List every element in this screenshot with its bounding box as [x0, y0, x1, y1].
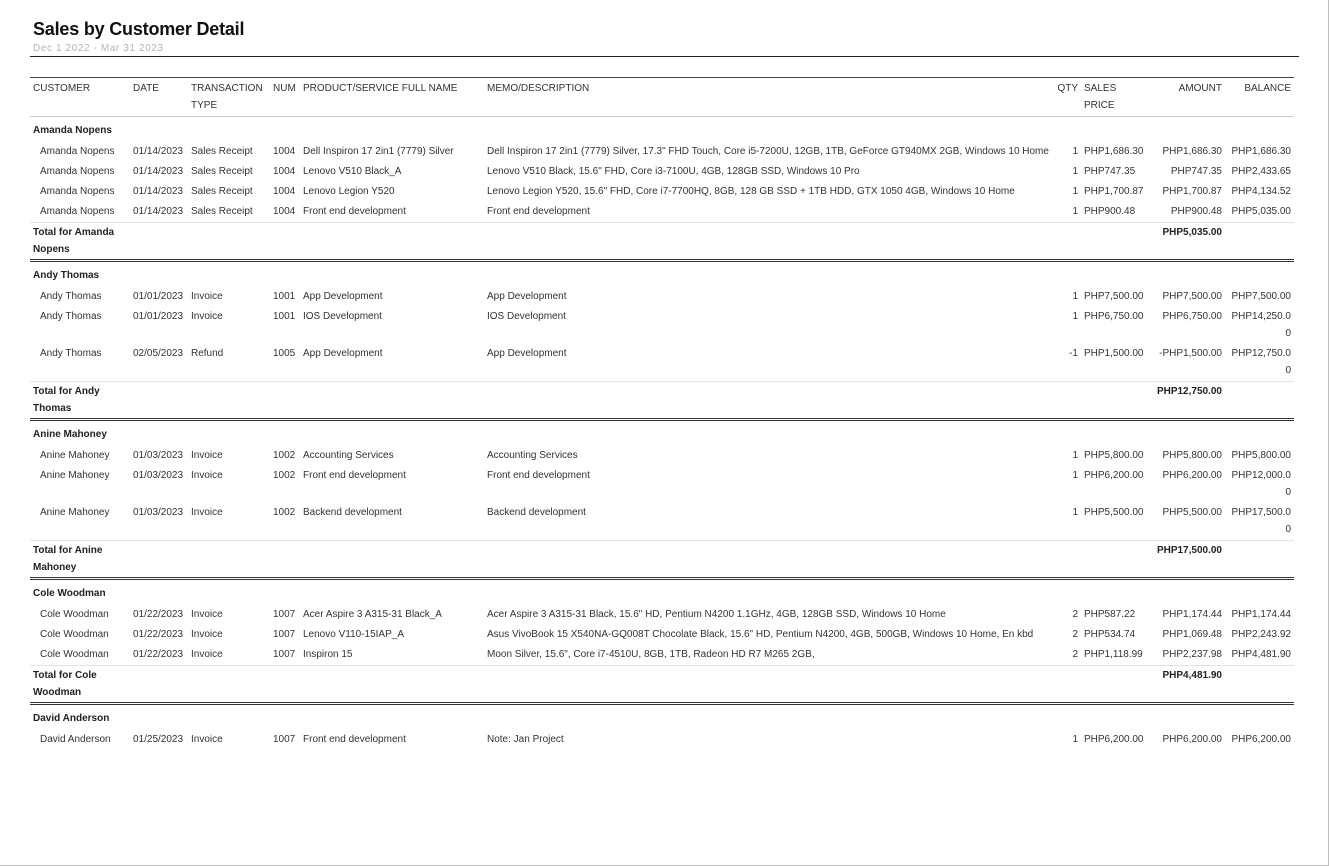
cell-amount: PHP1,069.48	[1162, 629, 1222, 640]
table-row[interactable]	[30, 503, 1294, 541]
cell-price: PHP1,500.00	[1084, 348, 1144, 359]
cell-num: 1001	[273, 291, 296, 302]
cell-product: IOS Development	[303, 311, 382, 322]
cell-amount: PHP2,237.98	[1162, 649, 1222, 660]
cell-balance: PHP7,500.00	[1231, 291, 1291, 302]
cell-customer: Anine Mahoney	[40, 507, 110, 518]
cell-customer: Andy Thomas	[40, 311, 102, 322]
cell-amount: PHP6,750.00	[1162, 311, 1222, 322]
cell-num: 1007	[273, 609, 296, 620]
cell-qty: 2	[1072, 629, 1078, 640]
cell-amount: PHP5,500.00	[1162, 507, 1222, 518]
cell-customer: Andy Thomas	[40, 348, 102, 359]
cell-product: Front end development	[303, 734, 406, 745]
cell-memo: Acer Aspire 3 A315-31 Black, 15.6" HD, Pentium N4200 1.1GHz, 4GB, 128GB SSD, Windows 10 Home	[487, 609, 946, 620]
cell-price: PHP6,200.00	[1084, 734, 1144, 745]
cell-balance: PHP6,200.00	[1231, 734, 1291, 745]
cell-product: App Development	[303, 291, 383, 302]
cell-balance: PHP2,243.92	[1231, 629, 1291, 640]
cell-price: PHP1,686.30	[1084, 146, 1144, 157]
cell-date: 01/22/2023	[133, 629, 184, 640]
cell-type: Sales Receipt	[191, 206, 253, 217]
cell-balance: PHP1,686.30	[1231, 146, 1291, 157]
report-body	[30, 117, 1294, 751]
cell-product: Accounting Services	[303, 450, 394, 461]
customer-total-label: Total for Andy Thomas	[30, 382, 130, 420]
cell-qty: 1	[1072, 186, 1078, 197]
cell-memo: IOS Development	[487, 311, 566, 322]
cell-date: 01/01/2023	[133, 291, 184, 302]
cell-customer: David Anderson	[40, 734, 111, 745]
cell-customer: Cole Woodman	[40, 609, 109, 620]
cell-qty: 1	[1072, 507, 1078, 518]
column-header-amount[interactable]: AMOUNT	[1178, 83, 1222, 94]
cell-amount: PHP900.48	[1170, 206, 1222, 217]
cell-customer: Amanda Nopens	[40, 166, 115, 177]
cell-price: PHP1,118.99	[1084, 649, 1143, 660]
cell-type: Sales Receipt	[191, 166, 253, 177]
table-row[interactable]	[30, 287, 1294, 307]
cell-qty: 1	[1072, 291, 1078, 302]
cell-date: 01/25/2023	[133, 734, 184, 745]
sales-detail-table	[30, 77, 1294, 750]
cell-qty: 1	[1072, 146, 1078, 157]
customer-group-name[interactable]: Anine Mahoney	[33, 429, 107, 440]
customer-group-header	[30, 420, 1294, 447]
cell-price: PHP6,750.00	[1084, 311, 1144, 322]
cell-date: 01/03/2023	[133, 507, 184, 518]
table-row[interactable]	[30, 202, 1294, 223]
cell-memo: Lenovo Legion Y520, 15.6" FHD, Core i7-7700HQ, 8GB, 128 GB SSD + 1TB HDD, GTX 1050 4GB, Windows 10 Home	[487, 186, 1015, 197]
cell-memo: Lenovo V510 Black, 15.6" FHD, Core i3-7100U, 4GB, 128GB SSD, Windows 10 Pro	[487, 166, 860, 177]
cell-memo: Front end development	[487, 206, 590, 217]
cell-memo: Accounting Services	[487, 450, 578, 461]
cell-price: PHP7,500.00	[1084, 291, 1144, 302]
cell-product: Lenovo Legion Y520	[303, 186, 395, 197]
column-header-num[interactable]: NUM	[273, 83, 296, 94]
cell-qty: 1	[1072, 206, 1078, 217]
cell-num: 1002	[273, 470, 296, 481]
customer-group-name[interactable]: Cole Woodman	[33, 588, 106, 599]
cell-product: App Development	[303, 348, 383, 359]
customer-group-header	[30, 579, 1294, 606]
cell-memo: Front end development	[487, 470, 590, 481]
cell-product: Lenovo V510 Black_A	[303, 166, 402, 177]
table-row[interactable]	[30, 730, 1294, 750]
cell-amount: PHP5,800.00	[1162, 450, 1222, 461]
cell-num: 1002	[273, 450, 296, 461]
cell-date: 01/03/2023	[133, 470, 184, 481]
total-balance-blank	[1225, 666, 1294, 704]
cell-num: 1004	[273, 206, 296, 217]
cell-date: 01/14/2023	[133, 146, 184, 157]
cell-num: 1001	[273, 311, 296, 322]
customer-group-header	[30, 117, 1294, 143]
cell-price: PHP6,200.00	[1084, 470, 1144, 481]
customer-group-header	[30, 261, 1294, 288]
cell-type: Sales Receipt	[191, 146, 253, 157]
cell-num: 1004	[273, 166, 296, 177]
column-header-product[interactable]: PRODUCT/SERVICE FULL NAME	[303, 83, 458, 94]
cell-customer: Amanda Nopens	[40, 206, 115, 217]
total-balance-blank	[1225, 223, 1294, 261]
customer-total-label: Total for Cole Woodman	[30, 666, 130, 704]
column-header-qty[interactable]: QTY	[1057, 83, 1078, 94]
cell-customer: Amanda Nopens	[40, 146, 115, 157]
total-spacer	[130, 382, 1151, 420]
cell-balance: PHP5,800.00	[1231, 450, 1291, 461]
cell-balance: PHP5,035.00	[1231, 206, 1291, 217]
report-date-range: Dec 1 2022 - Mar 31 2023	[33, 43, 164, 54]
column-header-memo[interactable]: MEMO/DESCRIPTION	[487, 83, 590, 94]
cell-amount: -PHP1,500.00	[1159, 348, 1222, 359]
customer-group-header	[30, 704, 1294, 731]
cell-product: Dell Inspiron 17 2in1 (7779) Silver	[303, 146, 454, 157]
cell-qty: 2	[1072, 649, 1078, 660]
report-title: Sales by Customer Detail	[33, 19, 245, 39]
table-row[interactable]	[30, 162, 1294, 182]
total-spacer	[130, 541, 1151, 579]
table-row[interactable]	[30, 344, 1294, 382]
cell-memo: App Development	[487, 291, 567, 302]
cell-qty: 1	[1072, 311, 1078, 322]
cell-price: PHP747.35	[1084, 166, 1136, 177]
cell-num: 1005	[273, 348, 296, 359]
cell-qty: -1	[1069, 348, 1078, 359]
customer-group-name[interactable]: Amanda Nopens	[33, 125, 112, 136]
cell-balance: PHP4,134.52	[1231, 186, 1291, 197]
table-row[interactable]	[30, 142, 1294, 162]
cell-price: PHP1,700.87	[1084, 186, 1144, 197]
cell-amount: PHP1,700.87	[1162, 186, 1222, 197]
cell-qty: 1	[1072, 450, 1078, 461]
column-header-type[interactable]: TRANSACTION TYPE	[191, 83, 263, 111]
cell-qty: 2	[1072, 609, 1078, 620]
cell-type: Invoice	[191, 507, 223, 518]
cell-date: 01/01/2023	[133, 311, 184, 322]
total-spacer	[130, 223, 1151, 261]
cell-product: Backend development	[303, 507, 402, 518]
total-balance-blank	[1225, 541, 1294, 579]
cell-product: Front end development	[303, 206, 406, 217]
cell-date: 01/14/2023	[133, 186, 184, 197]
column-header-balance[interactable]: BALANCE	[1244, 83, 1291, 94]
cell-price: PHP5,500.00	[1084, 507, 1144, 518]
customer-total-row	[30, 382, 1294, 420]
header-divider	[30, 56, 1299, 57]
customer-total-row	[30, 666, 1294, 704]
column-header-row	[30, 78, 1294, 117]
cell-type: Invoice	[191, 470, 223, 481]
cell-num: 1007	[273, 629, 296, 640]
cell-balance: PHP17,500.00	[1231, 507, 1291, 535]
table-row[interactable]	[30, 307, 1294, 344]
cell-price: PHP5,800.00	[1084, 450, 1144, 461]
customer-group-name[interactable]: David Anderson	[33, 713, 110, 724]
customer-total-amount: PHP12,750.00	[1151, 382, 1225, 420]
cell-type: Refund	[191, 348, 224, 359]
customer-total-label: Total for Anine Mahoney	[30, 541, 130, 579]
cell-balance: PHP4,481.90	[1231, 649, 1291, 660]
cell-memo: App Development	[487, 348, 567, 359]
column-header-price[interactable]: SALES PRICE	[1084, 83, 1117, 111]
cell-num: 1007	[273, 734, 296, 745]
table-row[interactable]	[30, 645, 1294, 666]
cell-num: 1004	[273, 146, 296, 157]
cell-type: Invoice	[191, 609, 223, 620]
cell-customer: Andy Thomas	[40, 291, 102, 302]
customer-total-row	[30, 541, 1294, 579]
column-header-date[interactable]: DATE	[133, 83, 159, 94]
cell-qty: 1	[1072, 734, 1078, 745]
total-balance-blank	[1225, 382, 1294, 420]
cell-product: Inspiron 15	[303, 649, 353, 660]
cell-customer: Anine Mahoney	[40, 470, 110, 481]
cell-balance: PHP12,750.00	[1231, 348, 1291, 376]
cell-date: 01/14/2023	[133, 166, 184, 177]
cell-memo: Asus VivoBook 15 X540NA-GQ008T Chocolate Black, 15.6" HD, Pentium N4200, 4GB, 500GB, Windows 10 Home, En kbd	[487, 629, 1034, 640]
cell-type: Invoice	[191, 629, 223, 640]
cell-amount: PHP7,500.00	[1162, 291, 1222, 302]
cell-customer: Anine Mahoney	[40, 450, 110, 461]
cell-balance: PHP12,000.00	[1231, 470, 1291, 498]
cell-amount: PHP1,174.44	[1162, 609, 1222, 620]
cell-price: PHP534.74	[1084, 629, 1136, 640]
customer-total-row	[30, 223, 1294, 261]
cell-balance: PHP14,250.00	[1231, 311, 1291, 339]
table-row[interactable]	[30, 446, 1294, 466]
customer-total-amount: PHP17,500.00	[1151, 541, 1225, 579]
table-row[interactable]	[30, 466, 1294, 503]
cell-date: 01/22/2023	[133, 609, 184, 620]
cell-memo: Moon Silver, 15.6", Core i7-4510U, 8GB, 1TB, Radeon HD R7 M265 2GB,	[487, 649, 815, 660]
report-table-container	[30, 77, 1294, 750]
total-spacer	[130, 666, 1151, 704]
cell-amount: PHP6,200.00	[1162, 734, 1222, 745]
customer-total-amount: PHP4,481.90	[1151, 666, 1225, 704]
cell-product: Front end development	[303, 470, 406, 481]
cell-product: Acer Aspire 3 A315-31 Black_A	[303, 609, 442, 620]
cell-type: Sales Receipt	[191, 186, 253, 197]
cell-date: 01/14/2023	[133, 206, 184, 217]
customer-total-label: Total for Amanda Nopens	[30, 223, 130, 261]
customer-group-name[interactable]: Andy Thomas	[33, 270, 100, 281]
cell-amount: PHP6,200.00	[1162, 470, 1222, 481]
cell-type: Invoice	[191, 450, 223, 461]
customer-total-amount: PHP5,035.00	[1151, 223, 1225, 261]
cell-memo: Dell Inspiron 17 2in1 (7779) Silver, 17.3" FHD Touch, Core i5-7200U, 12GB, 1TB, GeForce GT940MX 2GB, Windows 10 Home	[487, 146, 1049, 157]
column-header-customer[interactable]: CUSTOMER	[33, 83, 91, 94]
cell-memo: Note: Jan Project	[487, 734, 564, 745]
cell-qty: 1	[1072, 470, 1078, 481]
table-row[interactable]	[30, 605, 1294, 625]
cell-date: 02/05/2023	[133, 348, 184, 359]
cell-date: 01/22/2023	[133, 649, 184, 660]
cell-num: 1002	[273, 507, 296, 518]
table-row[interactable]	[30, 182, 1294, 202]
table-row[interactable]	[30, 625, 1294, 645]
cell-num: 1004	[273, 186, 296, 197]
cell-type: Invoice	[191, 311, 223, 322]
cell-price: PHP900.48	[1084, 206, 1136, 217]
cell-price: PHP587.22	[1084, 609, 1136, 620]
cell-qty: 1	[1072, 166, 1078, 177]
cell-date: 01/03/2023	[133, 450, 184, 461]
cell-amount: PHP1,686.30	[1162, 146, 1222, 157]
cell-memo: Backend development	[487, 507, 586, 518]
cell-product: Lenovo V110-15IAP_A	[303, 629, 405, 640]
cell-type: Invoice	[191, 291, 223, 302]
cell-customer: Cole Woodman	[40, 649, 109, 660]
cell-type: Invoice	[191, 649, 223, 660]
cell-customer: Amanda Nopens	[40, 186, 115, 197]
cell-balance: PHP1,174.44	[1231, 609, 1291, 620]
cell-customer: Cole Woodman	[40, 629, 109, 640]
cell-amount: PHP747.35	[1170, 166, 1222, 177]
cell-num: 1007	[273, 649, 296, 660]
cell-balance: PHP2,433.65	[1231, 166, 1291, 177]
cell-type: Invoice	[191, 734, 223, 745]
